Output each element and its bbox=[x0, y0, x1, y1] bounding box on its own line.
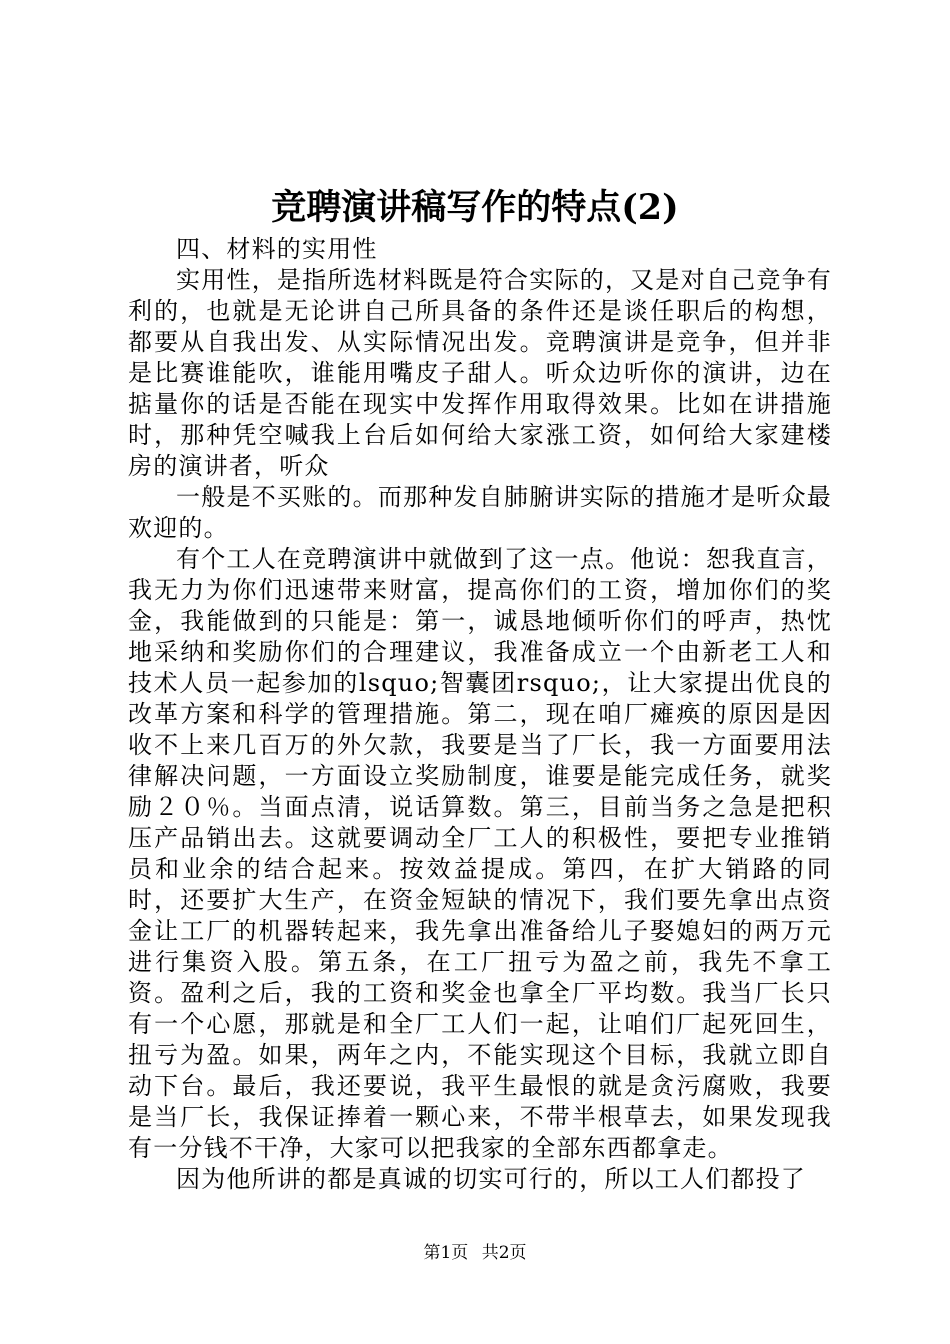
document-body bbox=[128, 234, 832, 1195]
page-number-total: 共2页 bbox=[481, 1243, 527, 1263]
page-footer bbox=[0, 1242, 950, 1264]
paragraph-worker-speech: 有个工人在竞聘演讲中就做到了这一点。他说：恕我直言，我无力为你们迅速带来财富，提高你们的工资，增加你们的奖金，我能做到的只能是：第一，诚恳地倾听你们的呼声，热忱地采纳和奖励你们的合理建议，我准备成立一个由新老工人和技术人员一起参加的lsquo;智囊团rsquo;，让大家提出优良的改革方案和科学的管理措施。第二，现在咱厂瘫痪的原因是因收不上来几百万的外欠款，我要是当了厂长，我一方面要用法律解决问题，一方面设立奖励制度，谁要是能完成任务，就奖励２０％。当面点清，说话算数。第三，目前当务之急是把积压产品销出去。这就要调动全厂工人的积极性，要把专业推销员和业余的结合起来。按效益提成。第四，在扩大销路的同时，还要扩大生产，在资金短缺的情况下，我们要先拿出点资金让工厂的机器转起来，我先拿出准备给儿子娶媳妇的两万元进行集资入股。第五条，在工厂扭亏为盈之前，我先不拿工资。盈利之后，我的工资和奖金也拿全厂平均数。我当厂长只有一个心愿，那就是和全厂工人们一起，让咱们厂起死回生，扭亏为盈。如果，两年之内，不能实现这个目标，我就立即自动下台。最后，我还要说，我平生最恨的就是贪污腐败，我要是当厂长，我保证捧着一颗心来，不带半根草去，如果发现我有一分钱不干净，大家可以把我家的全部东西都拿走。 bbox=[128, 545, 832, 1162]
page-number-current: 第1页 bbox=[423, 1243, 469, 1263]
paragraph-conclusion: 因为他所讲的都是真诚的切实可行的，所以工人们都投了 bbox=[176, 1165, 806, 1193]
paragraph-practicality: 实用性，是指所选材料既是符合实际的，又是对自己竞争有利的，也就是无论讲自己所具备的条件还是谈任职后的构想，都要从自我出发、从实际情况出发。竞聘演讲是竞争，但并非是比赛谁能吹，谁能用嘴皮子甜人。听众边听你的演讲，边在掂量你的话是否能在现实中发挥作用取得效果。比如在讲措施时，那种凭空喊我上台后如何给大家涨工资，如何给大家建楼房的演讲者，听众 bbox=[128, 266, 832, 480]
paragraph-audience: 一般是不买账的。而那种发自肺腑讲实际的措施才是听众最欢迎的。 bbox=[128, 483, 832, 542]
paragraph-heading-4: 四、材料的实用性 bbox=[176, 235, 378, 263]
document-title: 竞聘演讲稿写作的特点(2) bbox=[271, 187, 679, 228]
